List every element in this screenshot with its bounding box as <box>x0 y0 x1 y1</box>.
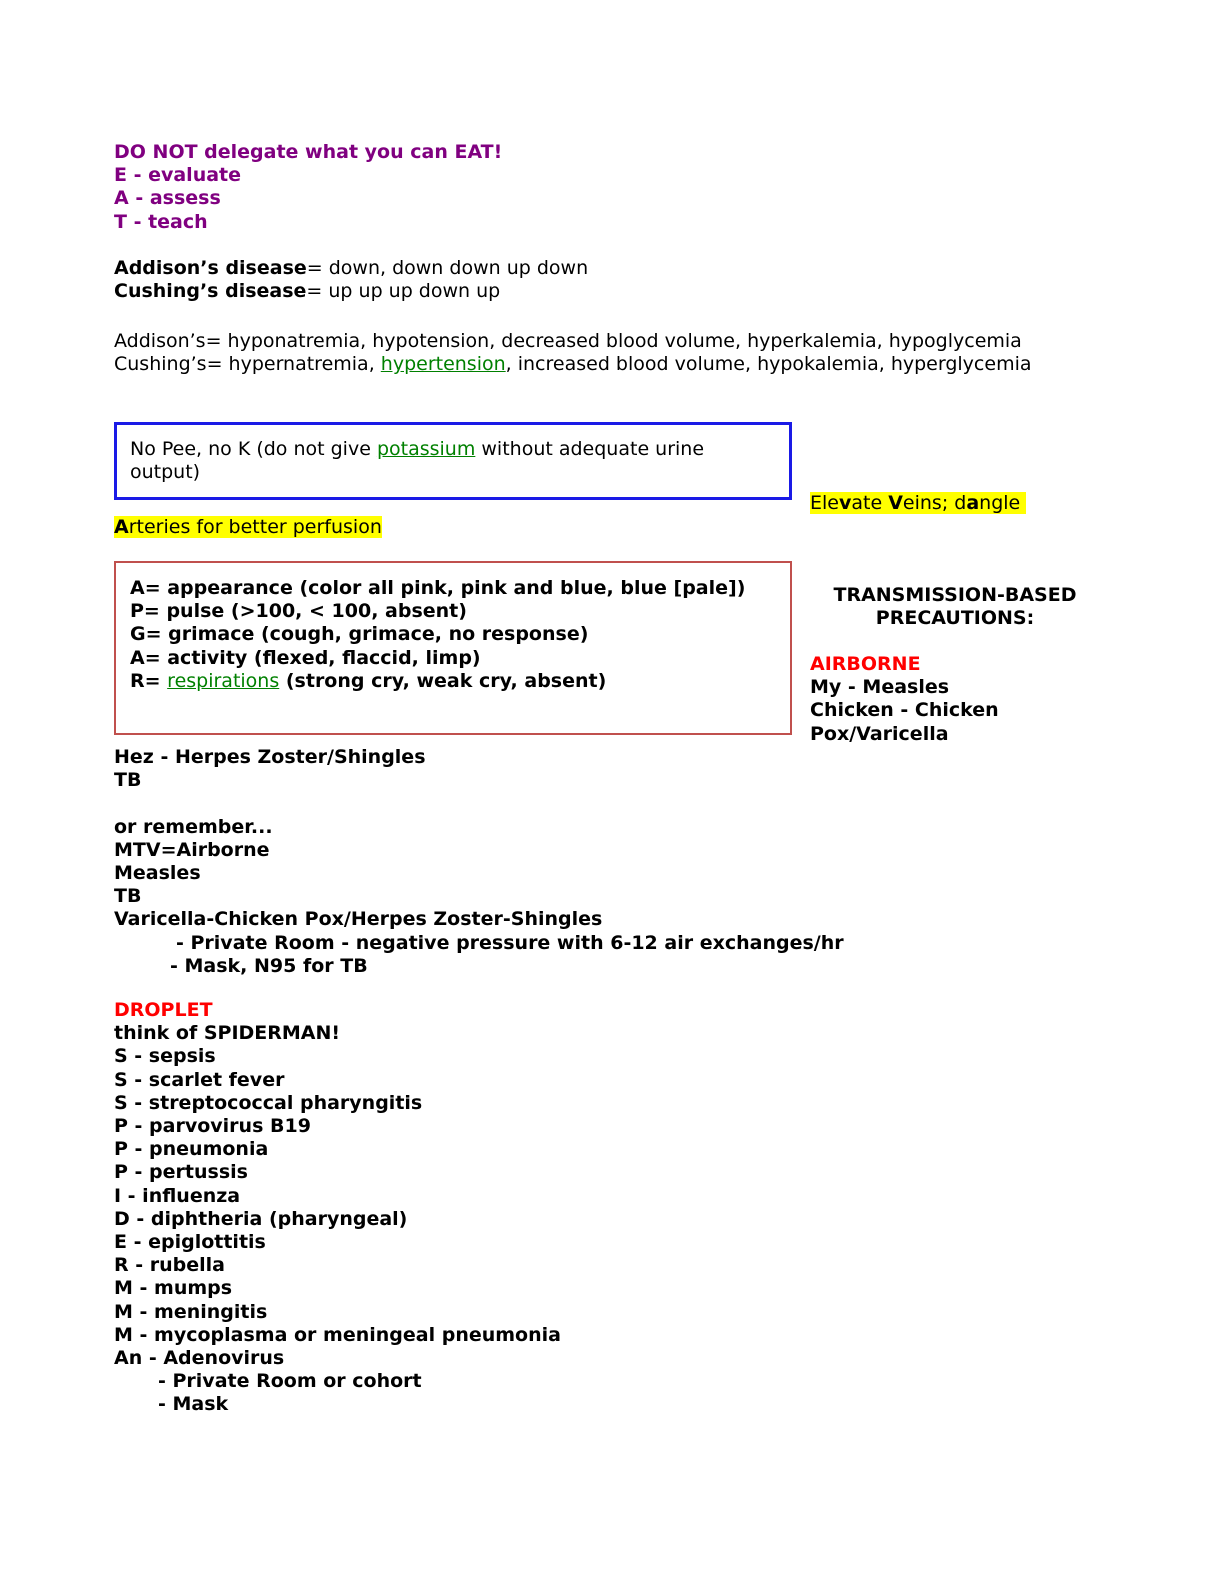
droplet-section <box>114 999 561 1417</box>
no-pee-pre: No Pee, no K (do not give <box>130 438 377 460</box>
droplet-line: An - Adenovirus <box>114 1347 285 1370</box>
cushing-detail-pre: Cushing’s= hypernatremia, <box>114 353 381 376</box>
droplet-line: R - rubella <box>114 1254 225 1277</box>
droplet-line: S - scarlet fever <box>114 1068 285 1091</box>
arteries-highlight <box>114 516 382 538</box>
elevate-veins-mnemonic <box>810 492 1026 515</box>
droplet-line: S - streptococcal pharyngitis <box>114 1091 423 1114</box>
mnemonic-text: ngle <box>979 492 1021 514</box>
droplet-line: P - parvovirus B19 <box>114 1115 311 1138</box>
addison-line <box>114 257 588 280</box>
apgar-r-pre: R= <box>130 669 168 692</box>
mnemonic-bold: a <box>966 492 980 514</box>
remember-line: Measles <box>114 862 201 885</box>
arteries-mnemonic <box>114 516 382 539</box>
cushing-label: Cushing’s disease <box>114 280 307 303</box>
eat-section <box>114 141 502 234</box>
mnemonic-bold: A <box>114 516 129 538</box>
droplet-line: S - sepsis <box>114 1045 216 1068</box>
airborne-heading: AIRBORNE <box>810 653 921 675</box>
airborne-line: Chicken - Chicken <box>810 699 999 722</box>
eat-title: DO NOT delegate what you can EAT! <box>114 141 503 163</box>
mnemonic-bold: v <box>838 492 852 514</box>
mnemonic-text: ate <box>851 492 889 514</box>
remember-line: Varicella-Chicken Pox/Herpes Zoster-Shingles <box>114 908 603 931</box>
droplet-line: think of SPIDERMAN! <box>114 1022 341 1045</box>
hypertension-link[interactable]: hypertension <box>380 353 506 376</box>
no-pee-post: without adequate urine output) <box>130 438 705 484</box>
droplet-line: M - mycoplasma or meningeal pneumonia <box>114 1323 561 1346</box>
potassium-link[interactable]: potassium <box>376 438 476 460</box>
droplet-heading: DROPLET <box>114 999 213 1021</box>
droplet-line: E - epiglottitis <box>114 1231 266 1254</box>
elevate-veins-highlight <box>810 492 1026 514</box>
respirations-link[interactable]: respirations <box>167 669 280 692</box>
airborne-line: Hez - Herpes Zoster/Shingles <box>114 746 426 768</box>
eat-line: A - assess <box>114 187 221 210</box>
no-pee-text <box>130 438 770 484</box>
droplet-line: M - mumps <box>114 1277 233 1300</box>
eat-line: E - evaluate <box>114 164 242 187</box>
apgar-line: G= grimace (cough, grimace, no response) <box>130 623 589 646</box>
droplet-line: I - influenza <box>114 1184 241 1207</box>
droplet-instruction: - Mask <box>158 1393 229 1416</box>
apgar-r-post: (strong cry, weak cry, absent) <box>279 669 607 692</box>
droplet-line: P - pertussis <box>114 1161 248 1184</box>
airborne-section <box>810 653 999 746</box>
mnemonic-text: eins; d <box>902 492 967 514</box>
disease-detail <box>114 330 1032 376</box>
disease-summary <box>114 257 588 303</box>
remember-line: TB <box>114 885 142 908</box>
precautions-title-line2: PRECAUTIONS: <box>875 607 1035 630</box>
remember-line: or remember... <box>114 815 273 838</box>
apgar-line: P= pulse (>100, < 100, absent) <box>130 600 467 623</box>
droplet-line: D - diphtheria (pharyngeal) <box>114 1207 408 1230</box>
apgar-list <box>130 577 745 693</box>
addison-label: Addison’s disease <box>114 257 307 279</box>
apgar-line-r <box>130 670 745 693</box>
mnemonic-text: rteries for better perfusion <box>128 516 382 538</box>
addison-detail: Addison’s= hyponatremia, hypotension, decreased blood volume, hyperkalemia, hypoglycemia <box>114 330 1022 352</box>
airborne-instruction: - Private Room - negative pressure with 6-12 air exchanges/hr <box>176 931 844 954</box>
mnemonic-bold: V <box>888 492 903 514</box>
eat-line: T - teach <box>114 210 208 233</box>
precautions-title-line1: TRANSMISSION-BASED <box>833 584 1077 606</box>
precautions-title <box>810 584 1100 630</box>
addison-value: = down, down down up down <box>306 257 589 279</box>
mnemonic-text: Ele <box>810 492 839 514</box>
airborne-line: Pox/Varicella <box>810 722 949 745</box>
cushing-detail <box>114 353 1032 376</box>
remember-line: MTV=Airborne <box>114 838 270 861</box>
apgar-line: A= appearance (color all pink, pink and blue, blue [pale]) <box>130 577 746 599</box>
airborne-line: My - Measles <box>810 676 950 699</box>
droplet-line: P - pneumonia <box>114 1138 269 1161</box>
airborne-instruction: - Mask, N95 for TB <box>170 954 368 977</box>
cushing-line <box>114 280 588 303</box>
cushing-value: = up up up down up <box>306 280 501 303</box>
airborne-continued <box>114 746 844 978</box>
droplet-line: M - meningitis <box>114 1300 268 1323</box>
apgar-line: A= activity (flexed, flaccid, limp) <box>130 646 481 669</box>
cushing-detail-post: , increased blood volume, hypokalemia, hyperglycemia <box>505 353 1032 376</box>
airborne-line: TB <box>114 769 142 792</box>
droplet-instruction: - Private Room or cohort <box>158 1370 422 1393</box>
